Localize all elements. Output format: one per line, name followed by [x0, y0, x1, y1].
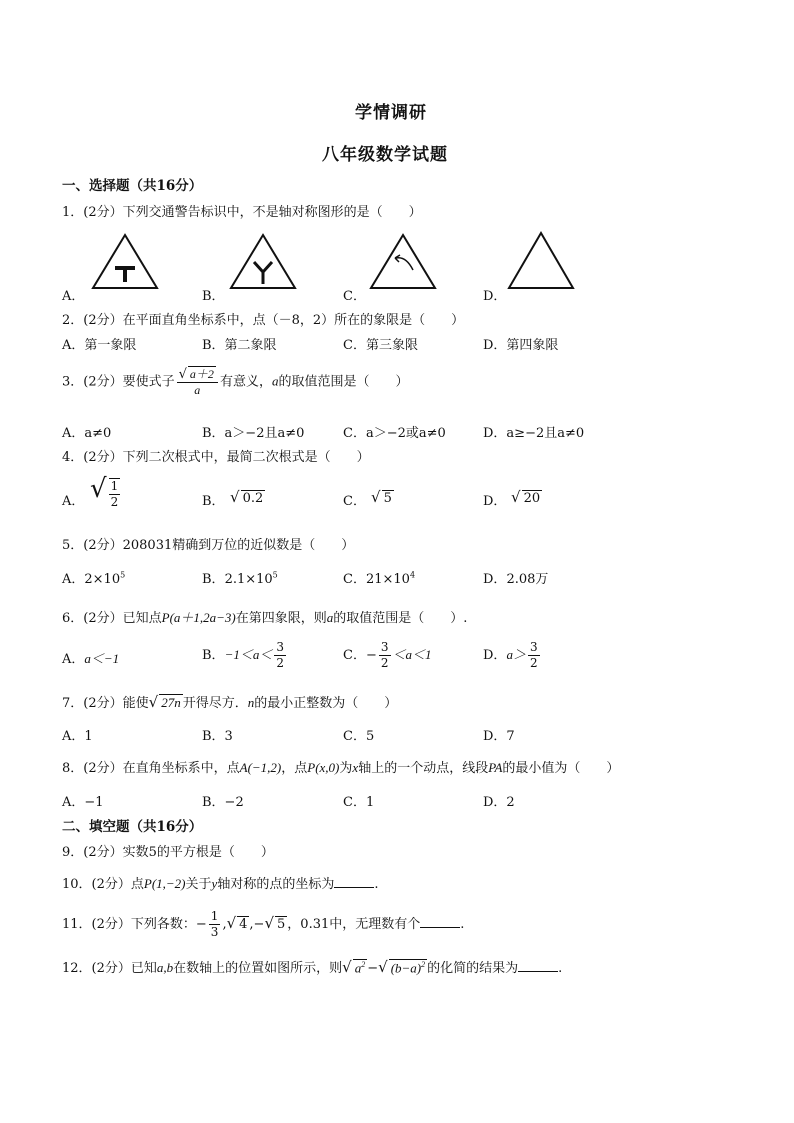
question-3 [62, 366, 408, 398]
option-a: A．第一象限 [62, 338, 137, 353]
question-8: 8．(2分）在直角坐标系中，点A(−1,2)，点P(x,0)为x轴上的一个动点，线段PA的最小值为（ ） [62, 760, 620, 776]
question-7: 7．(2分）能使√ 27n 开得尽方．n的最小正整数为（ ） [62, 693, 398, 711]
q3-numerator: a＋2 [189, 367, 214, 381]
option-d: D．a≥−2且a≠0 [483, 426, 585, 441]
option-a: A．a＜−1 [62, 651, 120, 667]
q4-option-a-root: √ $\frac{1}{2}$ [90, 474, 119, 509]
q4-a-den: 2 [110, 494, 119, 509]
q3-suffix1: 有意义， [219, 374, 272, 390]
option-label: B． [202, 494, 225, 509]
sign-curve-icon [368, 232, 438, 290]
question-2: 2．(2分）在平面直角坐标系中，点（－8，2）所在的象限是（ ） [62, 313, 465, 328]
option-a: A．1 [62, 729, 93, 744]
q3-fraction: $\frac{√ a+2}{a}$ [177, 366, 218, 398]
question-9: 9．(2分）实数5的平方根是（ ） [62, 845, 274, 860]
question-12: 12．(2分）已知a,b在数轴上的位置如图所示，则√ $a^2$ −√ $(b-a)^2$ 的化简的结果为 . [62, 958, 563, 976]
sign-t-icon [90, 232, 160, 290]
option-a: A．$2\times 10^5$ [62, 570, 126, 587]
option-b: B．3 [202, 729, 233, 744]
option-a: A．a≠0 [62, 426, 112, 441]
option-c: C．5 [343, 729, 375, 744]
question-6: 6．(2分）已知点P(a＋1,2a−3)在第四象限，则a的取值范围是（ ）. [62, 610, 468, 626]
option-c: C．− $\frac{3}{2}$ ＜a＜1 [343, 640, 432, 670]
option-b: B．a＞−2且a≠0 [202, 426, 305, 441]
option-b: B．−1＜a＜ $\frac{3}{2}$ [202, 640, 284, 670]
option-d: D．2.08万 [483, 572, 549, 587]
q6-point: P(a＋1,2a−3) [161, 610, 236, 625]
section-title: 二、填空题（共16分） [62, 819, 203, 835]
option-label: D． [483, 494, 507, 509]
q7-radicand: 27n [161, 695, 181, 710]
section-title: 一、选择题（共16分） [62, 178, 203, 194]
question-5: 5．(2分）208031精确到万位的近似数是（ ） [62, 538, 355, 553]
page-subtitle: 八年级数学试题 [322, 145, 448, 165]
q4-b-radicand: 0.2 [242, 491, 264, 506]
question-1: 1．(2分）下列交通警告标识中，不是轴对称图形的是（ ） [62, 205, 422, 220]
option-c: C．第三象限 [343, 338, 418, 353]
option-d: D．a＞ $\frac{3}{2}$ [483, 640, 538, 670]
option-label: A． [62, 289, 85, 304]
option-label: C． [343, 494, 366, 509]
sign-y-icon [228, 232, 298, 290]
option-c: C．$21\times 10^4$ [343, 570, 416, 587]
option-b: B．−2 [202, 795, 244, 810]
option-label: C． [343, 289, 366, 304]
question-4: 4．(2分）下列二次根式中，最简二次根式是（ ） [62, 450, 370, 465]
answer-blank[interactable] [518, 959, 558, 972]
option-b: B．第二象限 [202, 338, 277, 353]
q3-suffix2: 的取值范围是（ ） [278, 374, 409, 390]
q4-d-radicand: 20 [523, 491, 541, 506]
option-a: A．−1 [62, 795, 104, 810]
question-11: 11．(2分）下列各数：− $\frac{1}{3}$ ,√ 4 ,−√ 5 ，0.31中，无理数有个 . [62, 909, 465, 939]
q3-var: a [271, 373, 279, 389]
question-10: 10．(2分）点P(1,−2)关于y轴对称的点的坐标为 . [62, 876, 379, 892]
sign-blank-icon [506, 230, 576, 290]
option-c: C．1 [343, 795, 375, 810]
option-d: D．7 [483, 729, 515, 744]
q4-c-radicand: 5 [383, 491, 392, 506]
option-label: D． [483, 289, 507, 304]
answer-blank[interactable] [420, 915, 460, 928]
q4-option-c-root: √ 5 [371, 488, 392, 506]
option-b: B．$2.1\times 10^5$ [202, 570, 278, 587]
page-title: 学情调研 [355, 103, 427, 123]
answer-blank[interactable] [334, 875, 374, 888]
q3-prefix: 3．(2分）要使式子 [62, 374, 175, 390]
option-label: B． [202, 289, 225, 304]
q4-a-num: 1 [110, 478, 119, 493]
option-d: D．2 [483, 795, 515, 810]
option-c: C．a＞−2或a≠0 [343, 426, 446, 441]
q4-option-d-root: √ 20 [511, 488, 541, 506]
q4-option-b-root: √ 0.2 [230, 488, 264, 506]
option-d: D．第四象限 [483, 338, 559, 353]
option-label: A． [62, 494, 85, 509]
q3-denominator: a [194, 383, 201, 397]
